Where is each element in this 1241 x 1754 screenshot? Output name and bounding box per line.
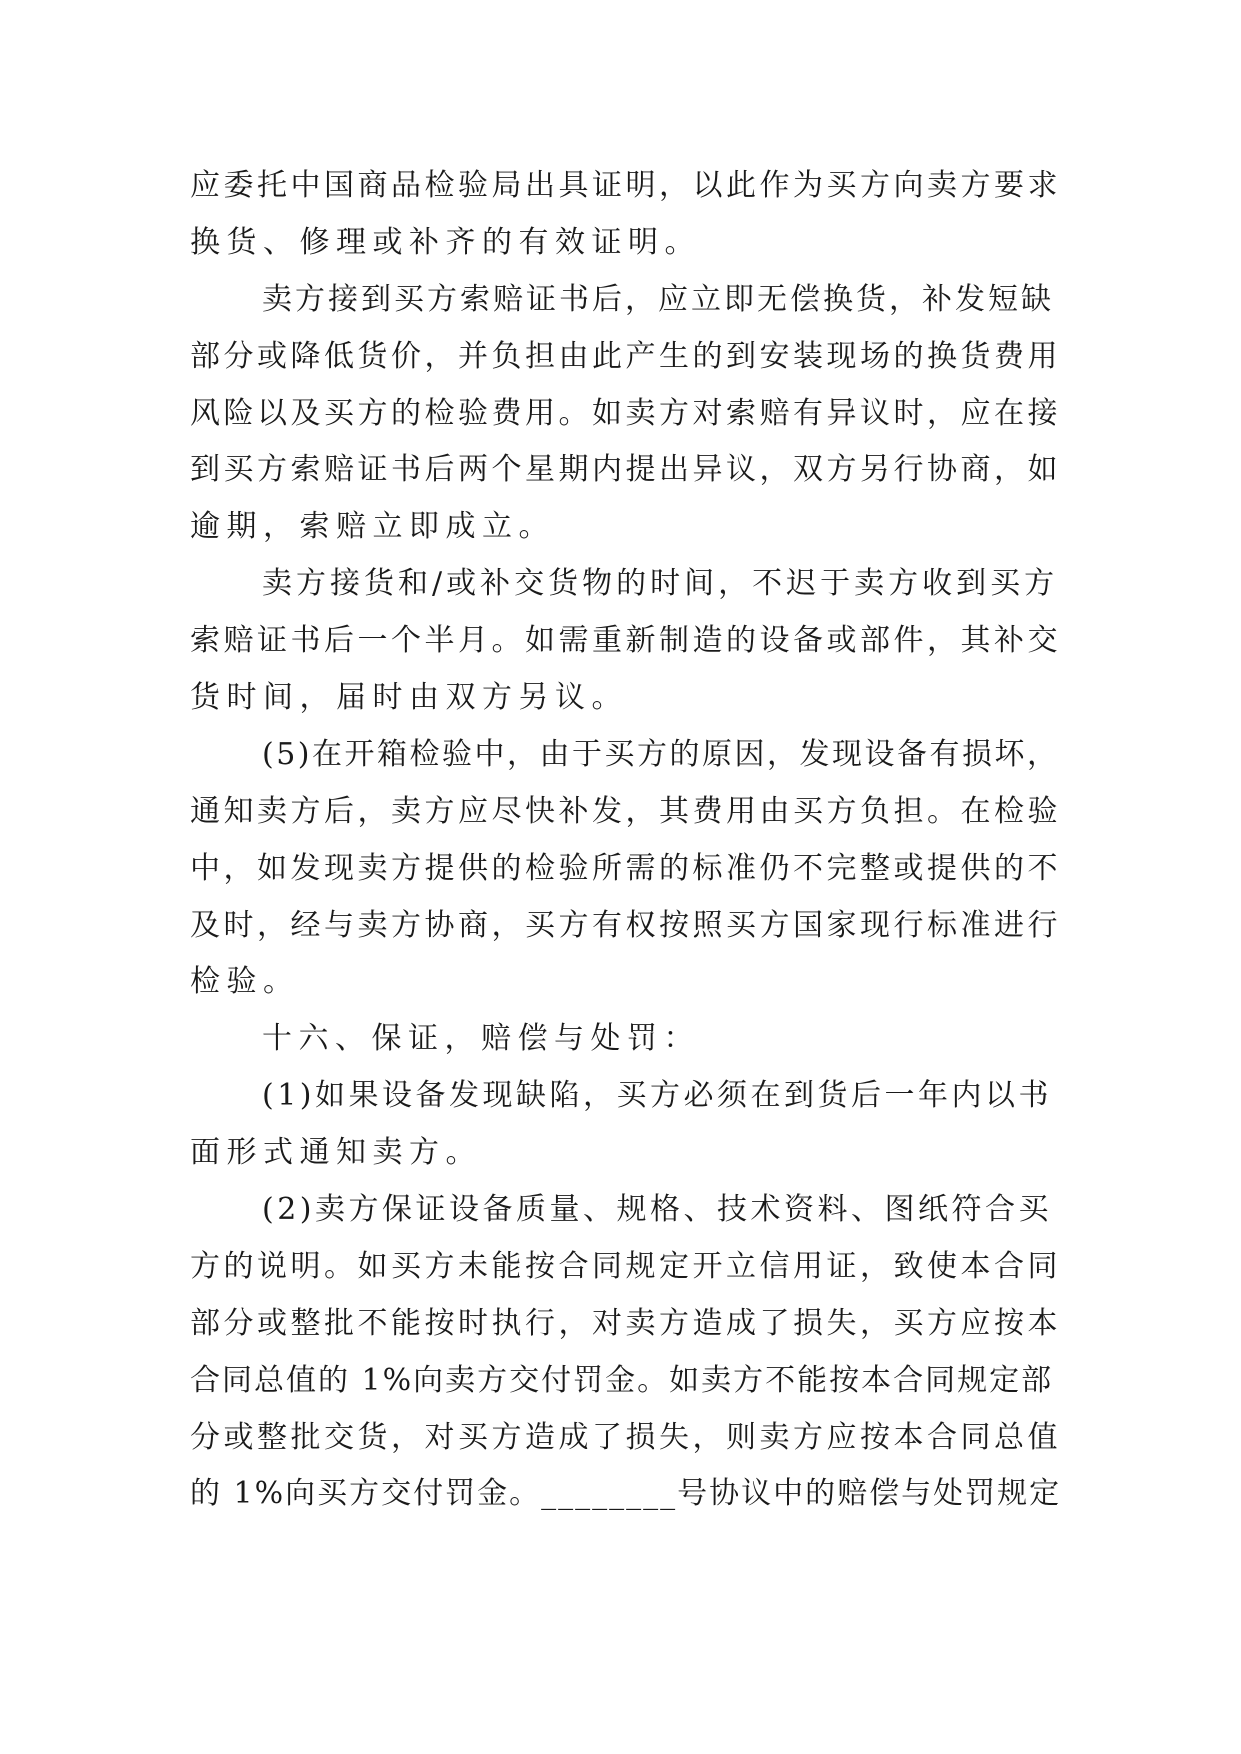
text-line: 的 1%向买方交付罚金。________号协议中的赔偿与处罚规定 — [190, 1476, 1062, 1512]
text-line: 索赔证书后一个半月。如需重新制造的设备或部件，其补交 — [190, 623, 1061, 659]
text-line: 货时间，届时由双方另议。 — [190, 680, 628, 716]
text-line: 面形式通知卖方。 — [190, 1135, 482, 1171]
text-line: 分或整批交货，对买方造成了损失，则卖方应按本合同总值 — [190, 1419, 1061, 1455]
text-line: 卖方接到买方索赔证书后，应立即无偿换货，补发短缺 — [262, 281, 1054, 317]
text-line: 方的说明。如买方未能按合同规定开立信用证，致使本合同 — [190, 1248, 1061, 1284]
text-line: 通知卖方后，卖方应尽快补发，其费用由买方负担。在检验 — [190, 793, 1061, 829]
text-line: 检验。 — [190, 964, 300, 1000]
text-line: (5)在开箱检验中，由于买方的原因，发现设备有损坏， — [262, 736, 1060, 772]
text-line: 卖方接货和/或补交货物的时间，不迟于卖方收到买方 — [262, 566, 1059, 602]
contract-text-body — [190, 158, 1060, 1523]
text-line: 换货、修理或补齐的有效证明。 — [190, 224, 701, 260]
text-line: 中，如发现卖方提供的检验所需的标准仍不完整或提供的不 — [190, 850, 1061, 886]
text-line: (1)如果设备发现缺陷，买方必须在到货后一年内以书 — [262, 1078, 1052, 1114]
text-line: 逾期，索赔立即成立。 — [190, 509, 555, 545]
text-line: 合同总值的 1%向卖方交付罚金。如卖方不能按本合同规定部 — [190, 1362, 1054, 1398]
text-line: 风险以及买方的检验费用。如卖方对索赔有异议时，应在接 — [190, 395, 1061, 431]
section-heading: 十六、保证，赔偿与处罚： — [262, 1021, 700, 1057]
text-line: 部分或降低货价，并负担由此产生的到安装现场的换货费用 — [190, 338, 1061, 374]
text-line: 应委托中国商品检验局出具证明，以此作为买方向卖方要求 — [190, 168, 1061, 203]
text-line: 部分或整批不能按时执行，对卖方造成了损失，买方应按本 — [190, 1305, 1061, 1341]
text-line: 到买方索赔证书后两个星期内提出异议，双方另行协商，如 — [190, 452, 1061, 488]
text-line: 及时，经与卖方协商，买方有权按照买方国家现行标准进行 — [190, 907, 1061, 943]
text-line: (2)卖方保证设备质量、规格、技术资料、图纸符合买 — [262, 1192, 1052, 1228]
